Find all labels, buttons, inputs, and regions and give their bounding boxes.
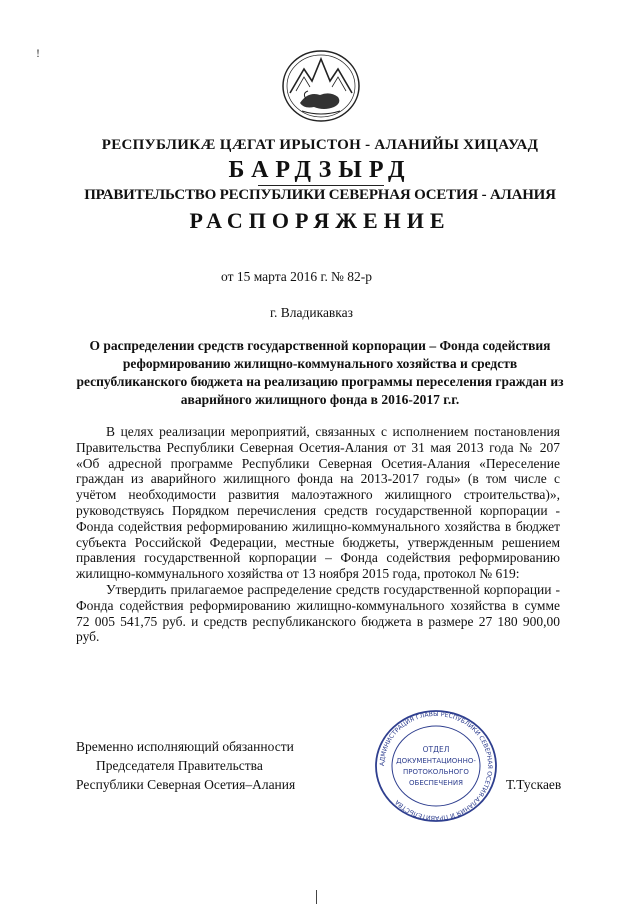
body-paragraph-2: Утвердить прилагаемое распределение средств государственной корпорации - Фонда содействия реформированию жилищно-коммунального хозяйства в сумме 72 005 541,75 руб. и средств республиканского бюджета в размере 27 180 900,00 руб. — [76, 581, 560, 645]
svg-text:АДМИНИСТРАЦИЯ ГЛАВЫ РЕСПУБЛИКИ — [379, 711, 493, 821]
document-subject-title: О распределении средств государственной корпорации – Фонда содействия реформированию жилищно-коммунального хозяйства и средств республиканского бюджета на реализацию программы переселения граждан из аварийного жилищного фонда в 2016-2017 г.г. — [76, 338, 564, 407]
document-body — [76, 424, 560, 645]
stamp-center-line-4: ОБЕСПЕЧЕНИЯ — [409, 779, 463, 787]
signatory-title-line-1: Временно исполняющий обязанности — [76, 739, 294, 754]
header-bardzyrd: БАРДЗЫРД — [228, 157, 412, 183]
document-date: от 15 марта 2016 г. — [221, 269, 328, 284]
document-type-title: РАСПОРЯЖЕНИЕ — [189, 208, 451, 233]
margin-mark: ǃ — [36, 46, 40, 60]
coat-of-arms-icon — [276, 47, 366, 125]
stamp-center-line-1: ОТДЕЛ — [422, 745, 450, 754]
document-city: г. Владикавказ — [270, 305, 353, 320]
signatory-title-line-3: Республики Северная Осетия–Алания — [76, 777, 296, 792]
signatory-name: Т.Тускаев — [506, 777, 562, 792]
stamp-center-line-2: ДОКУМЕНТАЦИОННО- — [396, 757, 476, 765]
stamp-outer-text: АДМИНИСТРАЦИЯ ГЛАВЫ РЕСПУБЛИКИ СЕВЕРНАЯ ОСЕТИЯ-АЛАНИЯ И ПРАВИТЕЛЬСТВА — [378, 710, 494, 822]
signatory-title-line-2: Председателя Правительства — [96, 758, 263, 773]
page-edge-mark — [316, 890, 317, 904]
header-divider — [258, 185, 384, 186]
body-paragraph-1: В целях реализации мероприятий, связанных с исполнением постановления Правительства Республики Северная Осетия-Алания от 31 мая 2013 года № 207 «Об адресной программе Республики Северная Осетия-Алания «Переселение граждан из аварийного жилищного фонда на 2013-2017 годы» (в том числе с учётом необходимости развития малоэтажного жилищного строительства)», руководствуясь Порядком перечисления средств государственной корпорации - Фонда содействия реформированию жилищно-коммунального хозяйства в бюджет субъекта Российской Федерации, местные бюджеты, утвержденным решением правления государственной корпорации – Фонда содействия реформированию жилищно-коммунального хозяйства от 13 ноября 2015 года, протокол № 619: — [76, 424, 560, 582]
official-seal-stamp — [366, 708, 506, 824]
document-number: № 82-р — [331, 269, 373, 284]
header-government-line: ПРАВИТЕЛЬСТВО РЕСПУБЛИКИ СЕВЕРНАЯ ОСЕТИЯ - АЛАНИЯ — [84, 187, 556, 203]
stamp-center-line-3: ПРОТОКОЛЬНОГО — [403, 768, 469, 776]
header-ossetian-line: РЕСПУБЛИКÆ ЦÆГАТ ИРЫСТОН - АЛАНИЙЫ ХИЦАУАД — [101, 137, 539, 153]
